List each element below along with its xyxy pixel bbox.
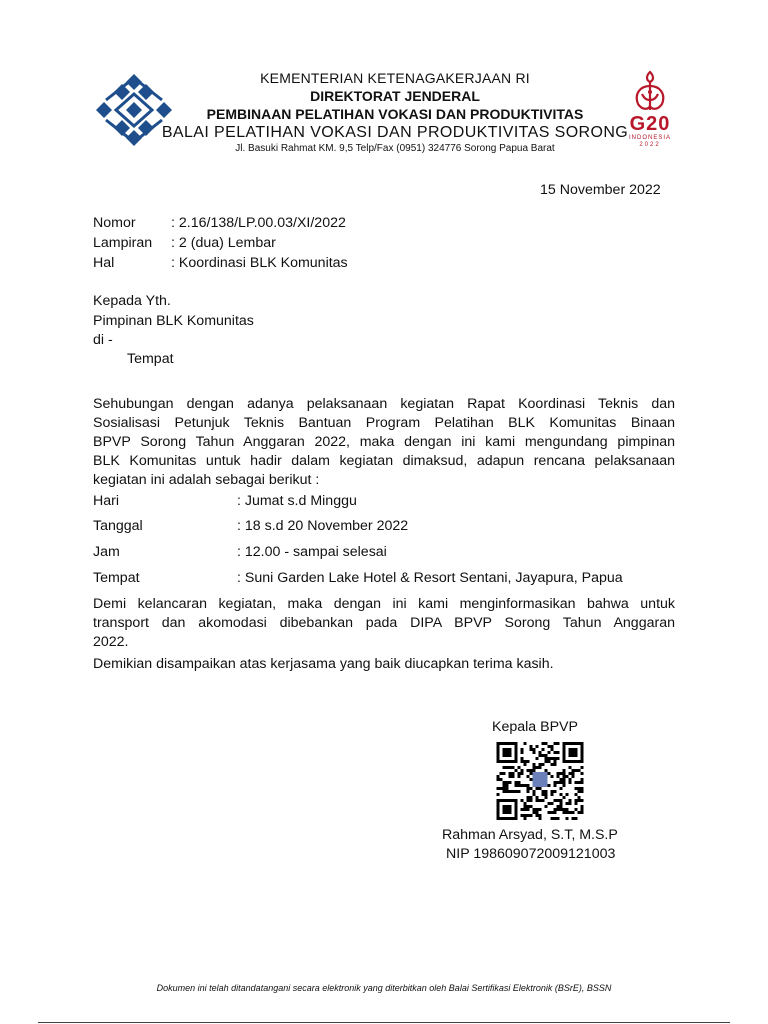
transport-line: Demi kelancaran kegiatan, maka dengan ini kami menginformasikan bahwa untuk (93, 596, 675, 612)
closing-sentence: Demikian disampaikan atas kerjasama yang baik diucapkan terima kasih. (93, 656, 554, 672)
intro-line: Sosialisasi Petunjuk Teknis Bantuan Program Pelatihan BLK Komunitas Binaan (93, 415, 675, 431)
schedule-label-hari: Hari (93, 493, 120, 509)
recipient-place: Tempat (127, 351, 174, 367)
intro-line: Sehubungan dengan adanya pelaksanaan kegiatan Rapat Koordinasi Teknis dan (93, 396, 675, 412)
transport-paragraph (93, 595, 675, 652)
schedule-value-tanggal: : 18 s.d 20 November 2022 (237, 518, 409, 534)
recipient-salutation: Kepada Yth. (93, 293, 171, 309)
directorate-name: DIREKTORAT JENDERAL (310, 88, 480, 104)
e-signature-notice: Dokumen ini telah ditandatangani secara elektronik yang diterbitkan oleh Balai Sertifikasi Elektronik (BSrE), BSSN (156, 983, 612, 993)
schedule-value-tempat: : Suni Garden Lake Hotel & Resort Sentani, Jayapura, Papua (237, 570, 623, 586)
schedule-label-tempat: Tempat (93, 570, 140, 586)
g20-mark: G20 (629, 113, 671, 135)
g20-year: 2022 (639, 142, 661, 148)
schedule-value-hari: : Jumat s.d Minggu (237, 493, 357, 509)
g20-country: INDONESIA (628, 135, 671, 141)
g20-logo-icon (620, 70, 680, 150)
institution-name: BALAI PELATIHAN VOKASI DAN PRODUKTIVITAS SORONG (161, 124, 629, 141)
transport-line: transport dan akomodasi dibebankan pada DIPA BPVP Sorong Tahun Anggaran (93, 615, 675, 631)
signatory-name: Rahman Arsyad, S.T, M.S.P (442, 827, 618, 843)
meta-value-lampiran: : 2 (dua) Lembar (171, 235, 276, 251)
bottom-divider (38, 1022, 730, 1023)
meta-value-nomor: : 2.16/138/LP.00.03/XI/2022 (171, 215, 346, 231)
signatory-title: Kepala BPVP (492, 719, 578, 735)
meta-label-hal: Hal (93, 255, 115, 271)
intro-line: BPVP Sorong Tahun Anggaran 2022, maka dengan ini kami mengundang pimpinan (93, 434, 675, 450)
intro-line: BLK Komunitas untuk hadir dalam kegiatan dimaksud, adapun rencana pelaksanaan (93, 453, 675, 469)
recipient-di: di - (93, 332, 113, 348)
ministry-name: KEMENTERIAN KETENAGAKERJAAN RI (260, 70, 530, 86)
signatory-nip: NIP 198609072009121003 (446, 846, 616, 862)
institution-address: Jl. Basuki Rahmat KM. 9,5 Telp/Fax (0951) 324776 Sorong Papua Barat (235, 143, 555, 154)
recipient-name: Pimpinan BLK Komunitas (93, 313, 254, 329)
schedule-label-tanggal: Tanggal (93, 518, 143, 534)
schedule-value-jam: : 12.00 - sampai selesai (237, 544, 387, 560)
qr-code-icon (496, 741, 584, 821)
intro-line: kegiatan ini adalah sebagai berikut : (93, 472, 320, 488)
intro-paragraph (93, 395, 675, 490)
meta-label-nomor: Nomor (93, 215, 136, 231)
schedule-label-jam: Jam (93, 544, 120, 560)
directorate-subtitle: PEMBINAAN PELATIHAN VOKASI DAN PRODUKTIVITAS (206, 106, 584, 122)
meta-label-lampiran: Lampiran (93, 235, 153, 251)
transport-line: 2022. (93, 634, 129, 650)
meta-value-hal: : Koordinasi BLK Komunitas (171, 255, 348, 271)
letter-date: 15 November 2022 (540, 182, 661, 198)
